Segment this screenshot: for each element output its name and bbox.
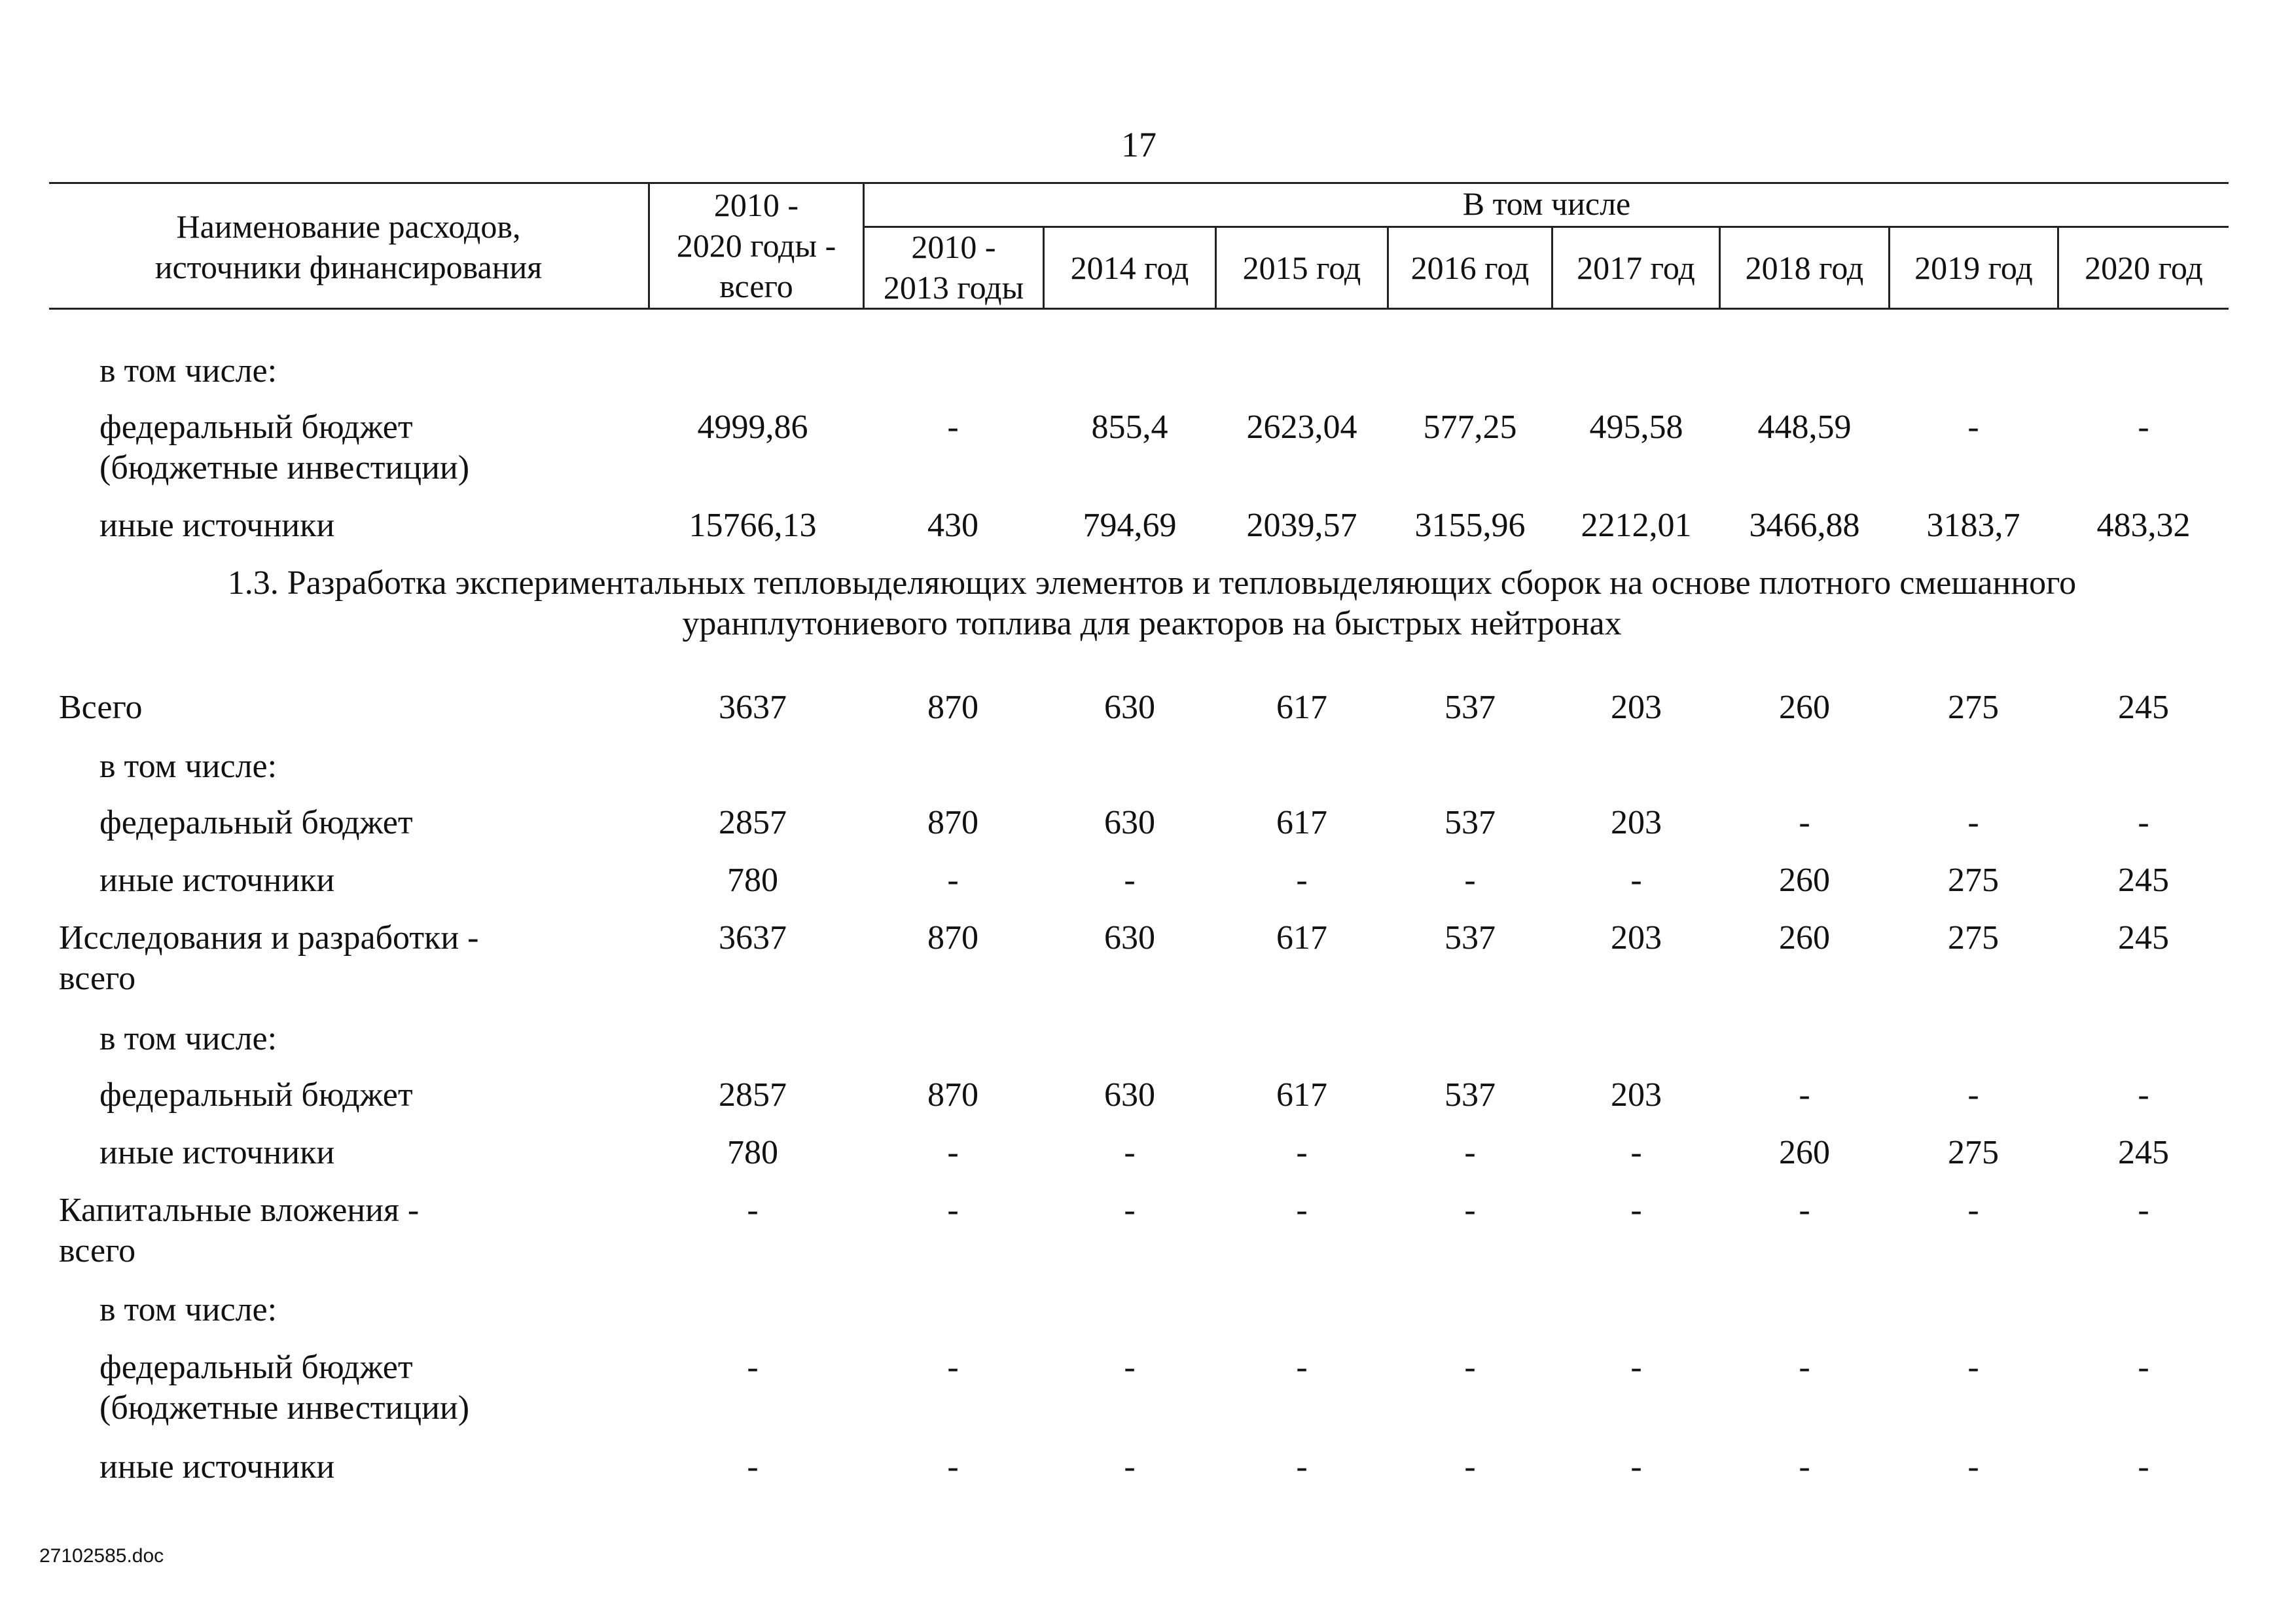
value-2016: - (1464, 1349, 1476, 1386)
value-2017: 2212,01 (1581, 507, 1692, 544)
row-label-line: всего (59, 960, 136, 997)
value-2018: - (1799, 1192, 1810, 1229)
value-total: 780 (727, 862, 778, 899)
value-2020: - (2138, 1192, 2149, 1229)
row-label (99, 1019, 277, 1059)
value-total: 3637 (719, 919, 787, 957)
value-2010-2013: - (947, 1134, 959, 1171)
row-label-line: Всего (59, 689, 143, 726)
value-total: - (747, 1192, 759, 1229)
row-label-line: иные источники (99, 507, 335, 544)
row-label (99, 746, 277, 787)
section-title-line: уранплутониевого топлива для реакторов на быстрых нейтронах (682, 605, 1622, 642)
value-2014: 630 (1104, 1076, 1155, 1114)
value-total: 2857 (719, 804, 787, 841)
value-2010-2013: - (947, 1349, 959, 1386)
value-2017: - (1630, 1349, 1642, 1386)
header-total-line: всего (719, 268, 793, 304)
row-label-line: иные источники (99, 1134, 335, 1171)
footer-document-code: 27102585.doc (39, 1545, 164, 1567)
header-year-2018: 2018 год (1745, 249, 1864, 286)
value-2015: - (1296, 1192, 1308, 1229)
value-2018: - (1799, 1448, 1810, 1486)
row-label (59, 687, 143, 728)
value-2014: 794,69 (1083, 507, 1177, 544)
value-2020: 483,32 (2096, 507, 2191, 544)
header-bottom-rule (49, 308, 2229, 310)
value-2020: 245 (2118, 689, 2169, 726)
row-label (99, 351, 277, 392)
value-2015: - (1296, 1349, 1308, 1386)
header-year-2019: 2019 год (1914, 249, 2033, 286)
value-2014: - (1124, 1448, 1136, 1486)
value-2016: 537 (1444, 689, 1496, 726)
value-2019: 275 (1948, 689, 1999, 726)
value-2018: - (1799, 1349, 1810, 1386)
row-label (59, 1190, 419, 1271)
row-label-line: в том числе: (99, 352, 278, 390)
row-label-line: Капитальные вложения - (59, 1192, 420, 1229)
row-label (59, 918, 478, 999)
value-2019: 3183,7 (1926, 507, 2020, 544)
value-2018: - (1799, 804, 1810, 841)
value-2014: - (1124, 862, 1136, 899)
value-2020: 245 (2118, 1134, 2169, 1171)
value-2010-2013: 870 (927, 804, 978, 841)
value-2015: 617 (1276, 804, 1327, 841)
header-year-line: 2013 годы (883, 269, 1024, 306)
value-2016: - (1464, 1448, 1476, 1486)
value-2015: - (1296, 1448, 1308, 1486)
header-total-line: 2020 годы - (676, 227, 836, 264)
value-2020: - (2138, 409, 2149, 446)
row-label (99, 505, 334, 546)
value-2019: 275 (1948, 919, 1999, 957)
value-2015: 617 (1276, 1076, 1327, 1114)
value-2010-2013: 870 (927, 1076, 978, 1114)
value-2015: 617 (1276, 919, 1327, 957)
value-2010-2013: - (947, 1448, 959, 1486)
row-label-line: федеральный бюджет (99, 1349, 413, 1386)
header-name-column (49, 206, 648, 287)
row-label (99, 1133, 334, 1173)
value-2019: - (1967, 409, 1979, 446)
value-total: - (747, 1349, 759, 1386)
value-2018: 260 (1779, 919, 1830, 957)
header-year-2014: 2014 год (1070, 249, 1189, 286)
value-2014: 855,4 (1091, 409, 1168, 446)
row-label (99, 407, 469, 488)
value-total: - (747, 1448, 759, 1486)
value-2015: - (1296, 1134, 1308, 1171)
value-2017: - (1630, 1192, 1642, 1229)
row-label-line: федеральный бюджет (99, 804, 413, 841)
row-label (99, 803, 413, 843)
value-2015: 2039,57 (1246, 507, 1357, 544)
value-2018: 448,59 (1757, 409, 1852, 446)
header-year-2016: 2016 год (1410, 249, 1530, 286)
header-year-2020: 2020 год (2085, 249, 2203, 286)
value-2016: 577,25 (1423, 409, 1517, 446)
value-2017: 203 (1611, 804, 1662, 841)
value-2017: - (1630, 862, 1642, 899)
value-total: 780 (727, 1134, 778, 1171)
value-2018: - (1799, 1076, 1810, 1114)
value-2016: 537 (1444, 1076, 1496, 1114)
value-2015: - (1296, 862, 1308, 899)
value-2020: - (2138, 1349, 2149, 1386)
header-year-2010-2013 (865, 227, 1043, 308)
row-label (99, 1290, 277, 1330)
row-label (99, 1447, 334, 1487)
value-2017: 495,58 (1589, 409, 1683, 446)
value-total: 15766,13 (689, 507, 817, 544)
row-label-line: всего (59, 1232, 136, 1269)
value-2014: - (1124, 1349, 1136, 1386)
value-2015: 617 (1276, 689, 1327, 726)
value-2020: 245 (2118, 862, 2169, 899)
value-2019: - (1967, 804, 1979, 841)
page-number: 17 (1121, 125, 1157, 164)
row-label-line: в том числе: (99, 1291, 278, 1328)
value-2014: 630 (1104, 689, 1155, 726)
row-label (99, 1075, 413, 1116)
value-total: 2857 (719, 1076, 787, 1114)
value-2018: 260 (1779, 1134, 1830, 1171)
value-total: 3637 (719, 689, 787, 726)
value-2016: - (1464, 1134, 1476, 1171)
header-year-2015: 2015 год (1242, 249, 1361, 286)
header-total-line: 2010 - (713, 187, 799, 223)
value-2014: - (1124, 1192, 1136, 1229)
section-title (105, 563, 2199, 644)
value-2010-2013: - (947, 862, 959, 899)
value-2010-2013: 430 (927, 507, 978, 544)
value-2018: 260 (1779, 689, 1830, 726)
value-2019: - (1967, 1076, 1979, 1114)
value-2018: 3466,88 (1749, 507, 1860, 544)
value-2019: 275 (1948, 862, 1999, 899)
header-name-line: Наименование расходов, (176, 208, 521, 245)
row-label-line: федеральный бюджет (99, 409, 413, 446)
value-2018: 260 (1779, 862, 1830, 899)
header-year-line: 2010 - (911, 228, 996, 265)
value-2019: - (1967, 1448, 1979, 1486)
row-label-line: (бюджетные инвестиции) (99, 1389, 470, 1427)
value-2017: 203 (1611, 689, 1662, 726)
value-2015: 2623,04 (1246, 409, 1357, 446)
value-2020: 245 (2118, 919, 2169, 957)
row-label-line: (бюджетные инвестиции) (99, 449, 470, 486)
row-label-line: иные источники (99, 862, 335, 899)
row-label (99, 860, 334, 901)
value-2019: - (1967, 1349, 1979, 1386)
row-label-line: иные источники (99, 1448, 335, 1486)
row-label-line: федеральный бюджет (99, 1076, 413, 1114)
value-2020: - (2138, 804, 2149, 841)
value-2010-2013: - (947, 1192, 959, 1229)
value-2014: 630 (1104, 919, 1155, 957)
value-2017: - (1630, 1448, 1642, 1486)
row-label-line: в том числе: (99, 1020, 278, 1057)
value-2016: 3155,96 (1414, 507, 1526, 544)
value-2017: - (1630, 1134, 1642, 1171)
header-total-column (650, 185, 863, 306)
value-2016: - (1464, 862, 1476, 899)
value-2014: 630 (1104, 804, 1155, 841)
value-2020: - (2138, 1448, 2149, 1486)
row-label-line: Исследования и разработки - (59, 919, 479, 957)
header-year-2017: 2017 год (1577, 249, 1695, 286)
header-sub-rule (863, 226, 2229, 228)
value-2019: 275 (1948, 1134, 1999, 1171)
value-2016: - (1464, 1192, 1476, 1229)
value-total: 4999,86 (697, 409, 808, 446)
value-2017: 203 (1611, 919, 1662, 957)
value-2010-2013: 870 (927, 689, 978, 726)
row-label (99, 1347, 469, 1429)
value-2010-2013: 870 (927, 919, 978, 957)
row-label-line: в том числе: (99, 748, 278, 785)
value-2014: - (1124, 1134, 1136, 1171)
header-name-line: источники финансирования (154, 249, 543, 285)
value-2017: 203 (1611, 1076, 1662, 1114)
header-including: В том числе (1462, 185, 1631, 222)
value-2010-2013: - (947, 409, 959, 446)
value-2019: - (1967, 1192, 1979, 1229)
value-2016: 537 (1444, 919, 1496, 957)
value-2020: - (2138, 1076, 2149, 1114)
value-2016: 537 (1444, 804, 1496, 841)
section-title-line: 1.3. Разработка экспериментальных тепловыделяющих элементов и тепловыделяющих сборок на основе плотного смешанного (227, 564, 2077, 602)
